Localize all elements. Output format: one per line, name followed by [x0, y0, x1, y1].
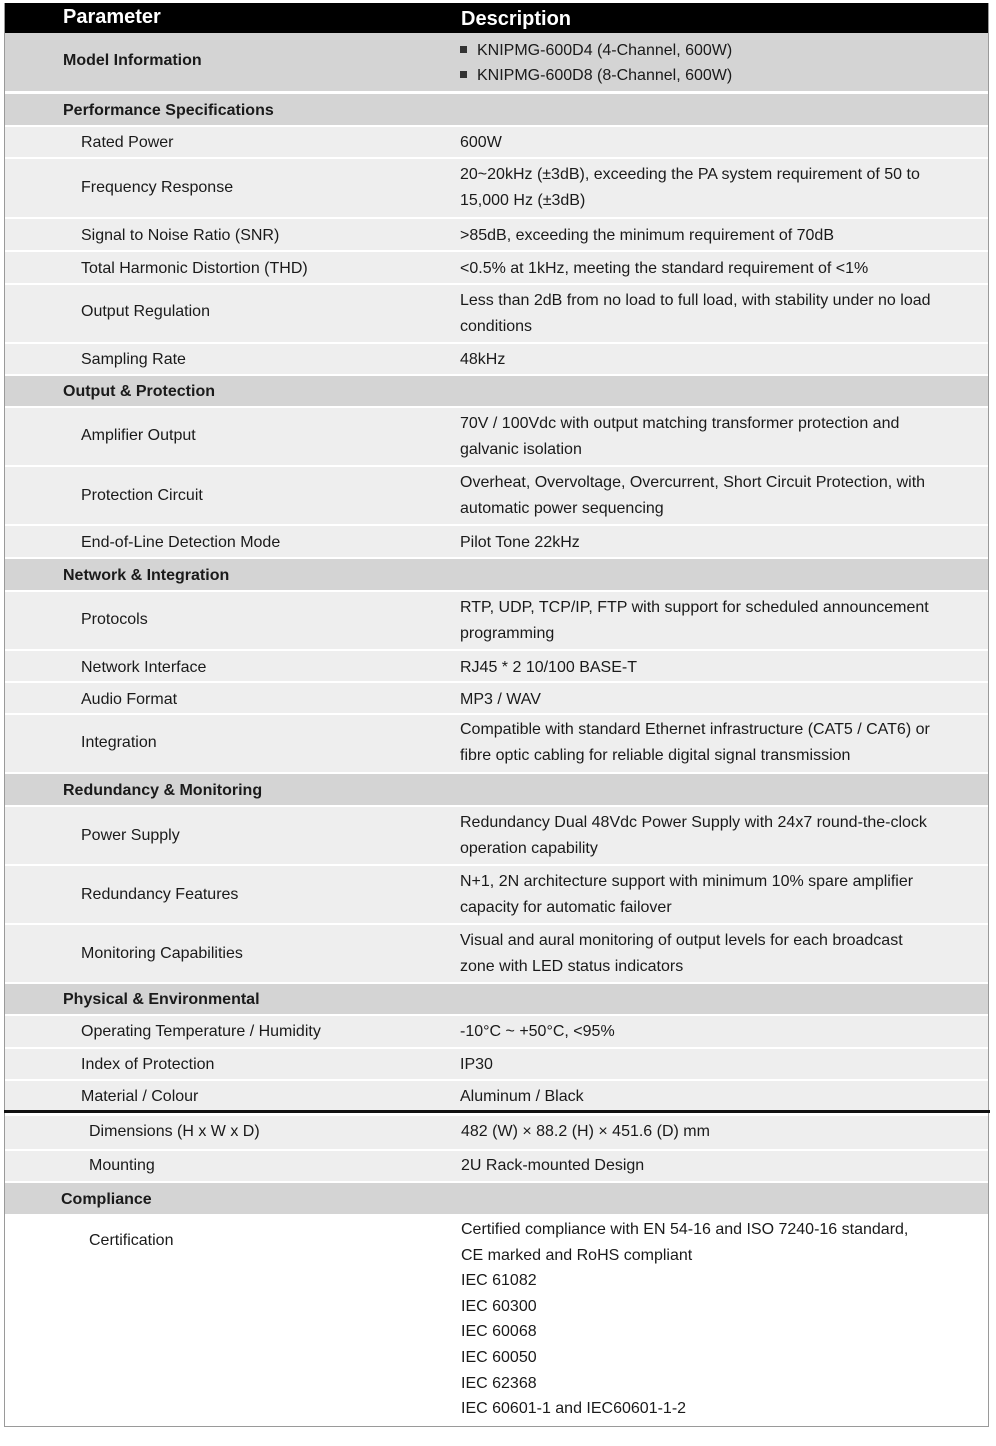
table-row [5, 524, 988, 557]
param-label: End-of-Line Detection Mode [81, 534, 281, 551]
param-label: Dimensions (H x W x D) [89, 1123, 260, 1140]
param-label: Monitoring Capabilities [81, 945, 243, 962]
param-label: Rated Power [81, 134, 174, 151]
param-label: Amplifier Output [81, 427, 196, 444]
table-row [5, 1214, 988, 1426]
table-row [5, 406, 988, 465]
table-row [5, 1079, 988, 1111]
table-row [5, 342, 988, 374]
param-value: Compatible with standard Ethernet infrastructure (CAT5 / CAT6) or fibre optic cabling for reliable digital signal transmission [460, 721, 930, 764]
model-list [460, 38, 732, 88]
param-value: >85dB, exceeding the minimum requirement of 70dB [460, 227, 834, 244]
param-label: Power Supply [81, 827, 180, 844]
model-information-row [5, 33, 988, 91]
param-label: Sampling Rate [81, 351, 186, 368]
cert-line: CE marked and RoHS compliant [461, 1246, 693, 1264]
table-row [5, 681, 988, 713]
param-value: IP30 [460, 1056, 493, 1073]
table-header [5, 3, 988, 33]
param-value: Redundancy Dual 48Vdc Power Supply with 24x7 round-the-clock operation capability [460, 814, 927, 857]
section-title: Compliance [61, 1191, 152, 1208]
table-row [5, 283, 988, 342]
section-output [5, 374, 988, 406]
table-row [5, 1116, 988, 1149]
table-row [5, 864, 988, 923]
param-label: Operating Temperature / Humidity [81, 1023, 321, 1040]
param-value: Visual and aural monitoring of output levels for each broadcast zone with LED status indicators [460, 932, 903, 975]
param-value: RTP, UDP, TCP/IP, FTP with support for scheduled announcement programming [460, 599, 929, 642]
param-label: Protocols [81, 611, 148, 628]
table-row [5, 590, 988, 649]
param-label: Certification [89, 1232, 174, 1249]
header-parameter: Parameter [63, 6, 161, 28]
param-value: Pilot Tone 22kHz [460, 534, 580, 551]
param-label: Integration [81, 734, 157, 751]
table-row [5, 805, 988, 864]
table-row [5, 250, 988, 283]
header-description: Description [461, 8, 572, 30]
param-label: Audio Format [81, 691, 178, 708]
section-title: Performance Specifications [63, 102, 274, 119]
param-value: 482 (W) × 88.2 (H) × 451.6 (D) mm [461, 1123, 710, 1140]
table-row [5, 1014, 988, 1047]
section-redundancy [5, 772, 988, 805]
section-compliance [5, 1181, 988, 1214]
page-break-divider [4, 1110, 990, 1113]
cert-line: IEC 61082 [461, 1272, 537, 1290]
param-value: Overheat, Overvoltage, Overcurrent, Short Circuit Protection, with automatic power sequencing [460, 474, 926, 517]
param-label: Redundancy Features [81, 886, 239, 903]
param-value: <0.5% at 1kHz, meeting the standard requirement of <1% [460, 260, 869, 277]
model-item: KNIPMG-600D8 (8-Channel, 600W) [460, 63, 732, 88]
cert-line: IEC 60050 [461, 1348, 537, 1366]
param-label: Mounting [89, 1157, 155, 1174]
certification-list [461, 1217, 961, 1422]
table-row [5, 1047, 988, 1079]
section-title: Redundancy & Monitoring [63, 782, 263, 799]
param-value: Less than 2dB from no load to full load, with stability under no load conditions [460, 292, 931, 335]
param-value: 2U Rack-mounted Design [461, 1157, 645, 1174]
param-value: 600W [460, 134, 502, 151]
cert-line: Certified compliance with EN 54-16 and ISO 7240-16 standard, [461, 1221, 909, 1238]
param-label: Protection Circuit [81, 487, 203, 504]
param-value: Aluminum / Black [460, 1088, 584, 1105]
table-row [5, 1149, 988, 1181]
cert-line: IEC 60068 [461, 1323, 537, 1341]
model-information-label: Model Information [63, 52, 202, 69]
param-value: 20~20kHz (±3dB), exceeding the PA system requirement of 50 to 15,000 Hz (±3dB) [460, 166, 920, 209]
param-value: MP3 / WAV [460, 691, 541, 708]
cert-line: IEC 60300 [461, 1297, 537, 1315]
table-row [5, 217, 988, 250]
table-row [5, 157, 988, 217]
param-value: 48kHz [460, 351, 506, 368]
table-row [5, 649, 988, 681]
bullet-icon [460, 71, 467, 78]
section-performance [5, 92, 988, 125]
section-title: Network & Integration [63, 567, 230, 584]
param-value: N+1, 2N architecture support with minimum 10% spare amplifier capacity for automatic failover [460, 873, 914, 916]
param-label: Signal to Noise Ratio (SNR) [81, 227, 280, 244]
param-label: Total Harmonic Distortion (THD) [81, 260, 308, 277]
cert-line: IEC 62368 [461, 1374, 537, 1392]
param-value: 70V / 100Vdc with output matching transformer protection and galvanic isolation [460, 415, 900, 458]
model-item: KNIPMG-600D4 (4-Channel, 600W) [460, 38, 732, 63]
param-value: RJ45 * 2 10/100 BASE-T [460, 659, 637, 676]
param-label: Index of Protection [81, 1056, 215, 1073]
param-value: -10°C ~ +50°C, <95% [460, 1023, 615, 1040]
cert-line: IEC 60601-1 and IEC60601-1-2 [461, 1400, 687, 1418]
section-physical [5, 982, 988, 1014]
param-label: Frequency Response [81, 179, 234, 196]
table-row [5, 923, 988, 982]
bullet-icon [460, 46, 467, 53]
table-row [5, 465, 988, 524]
param-label: Output Regulation [81, 303, 210, 320]
table-row [5, 713, 988, 772]
param-label: Material / Colour [81, 1088, 199, 1105]
param-label: Network Interface [81, 659, 207, 676]
section-title: Physical & Environmental [63, 991, 260, 1008]
section-network [5, 557, 988, 590]
section-title: Output & Protection [63, 383, 215, 400]
table-row [5, 125, 988, 157]
